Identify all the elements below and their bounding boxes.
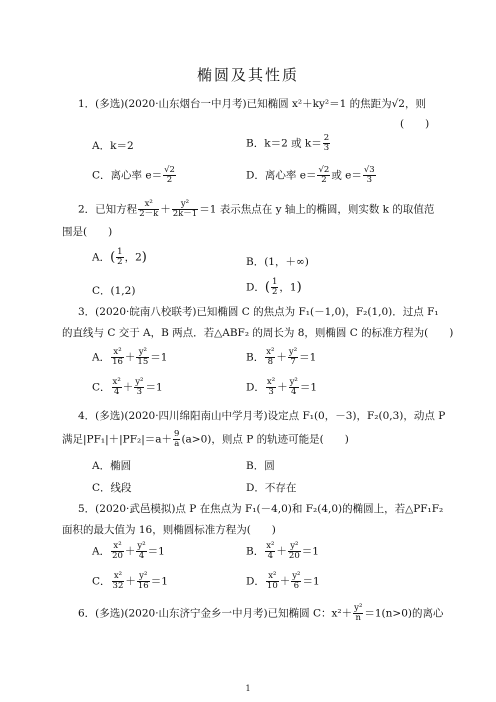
q3-option-a: A． $\frac{\text{x²}}{16}$ ＋ $\frac{\text{y²}}{15}$ ＝1 [92, 347, 168, 367]
q3-option-d: D． $\frac{\text{x²}}{3}$ ＋ $\frac{\text{y²}}{4}$ ＝1 [246, 377, 318, 397]
q4-option-d: D．不存在 [246, 482, 297, 494]
q5-option-a: A． $\frac{\text{x²}}{20}$ ＋ $\frac{\text{y²}}{4}$ ＝1 [92, 541, 165, 561]
q4-option-a: A．椭圆 [92, 460, 132, 472]
q1-option-d: D．离心率 e＝ $\frac{√2}{2}$ 或 e＝ $\frac{√3}{3}$ [246, 165, 375, 185]
q2-stem: 2．已知方程 $\frac{\text{x²}}{2-k}$ ＋ $\frac{\text{y²}}{2k-1}$ ＝1 表示焦点在 y 轴上的椭圆，则实数 k 的取值范 [78, 199, 435, 219]
q3-stem-cont: 的直线与 C 交于 A，B 两点．若△ABF₂ 的周长为 8，则椭圆 C 的标准方程为( ) [62, 327, 454, 339]
q5-option-c: C． $\frac{\text{x²}}{32}$ ＋ $\frac{\text{y²}}{16}$ ＝1 [92, 571, 168, 591]
q5-stem-cont: 面积的最大值为 16，则椭圆标准方程为( ) [62, 524, 276, 536]
q2-option-b: B．(1，＋∞) [246, 256, 309, 268]
q5-option-d: D． $\frac{\text{x²}}{10}$ ＋ $\frac{\text{y²}}{6}$ ＝1 [246, 571, 320, 591]
q4-stem: 4．(多选)(2020·四川绵阳南山中学月考)设定点 F₁(0，－3)，F₂(0,3)，动点 P [78, 410, 446, 422]
page-number: 1 [245, 684, 251, 693]
q3-stem: 3．(2020·皖南八校联考)已知椭圆 C 的焦点为 F₁(－1,0)，F₂(1,0)．过点 F₁ [78, 306, 439, 318]
q1-option-b: B．k＝2 或 k＝ $\frac{2}{3}$ [246, 133, 330, 153]
q1-stem: 1．(多选)(2020·山东烟台一中月考)已知椭圆 x²＋ky²＝1 的焦距为√2，则 [78, 98, 426, 110]
q1-option-a: A．k＝2 [92, 140, 134, 152]
q1-answer-paren: ( ) [400, 118, 430, 130]
q2-option-c: C．(1,2) [92, 285, 136, 297]
q5-stem: 5．(2020·武邑模拟)点 P 在焦点为 F₁(－4,0)和 F₂(4,0)的椭圆上，若△PF₁F₂ [78, 503, 444, 515]
q2-option-d: D．( $\frac{1}{2}$ ，1) [246, 277, 302, 297]
q3-option-c: C． $\frac{\text{x²}}{4}$ ＋ $\frac{\text{y²}}{3}$ ＝1 [92, 377, 163, 397]
q6-stem: 6．(多选)(2020·山东济宁金乡一中月考)已知椭圆 C：x²＋ $\frac{\text{y²}}{n}$ ＝1(n>0)的离心 [78, 603, 444, 623]
q3-option-b: B． $\frac{\text{x²}}{8}$ ＋ $\frac{\text{y²}}{7}$ ＝1 [246, 347, 317, 367]
page-title: 椭圆及其性质 [196, 66, 299, 84]
q4-option-c: C．线段 [92, 482, 132, 494]
q1-option-c: C．离心率 e＝ $\frac{√2}{2}$ [92, 165, 175, 185]
q5-option-b: B． $\frac{\text{x²}}{4}$ ＋ $\frac{\text{y²}}{20}$ ＝1 [246, 541, 319, 561]
q2-option-a: A．( $\frac{1}{2}$ ，2) [92, 247, 147, 267]
q4-option-b: B．圆 [246, 460, 275, 472]
q2-stem-cont: 围是( ) [62, 226, 113, 238]
q4-stem-cont: 满足|PF₁|＋|PF₂|＝a＋ $\frac{9}{a}$ (a>0)，则点 P 的轨迹可能是( ) [62, 429, 349, 449]
